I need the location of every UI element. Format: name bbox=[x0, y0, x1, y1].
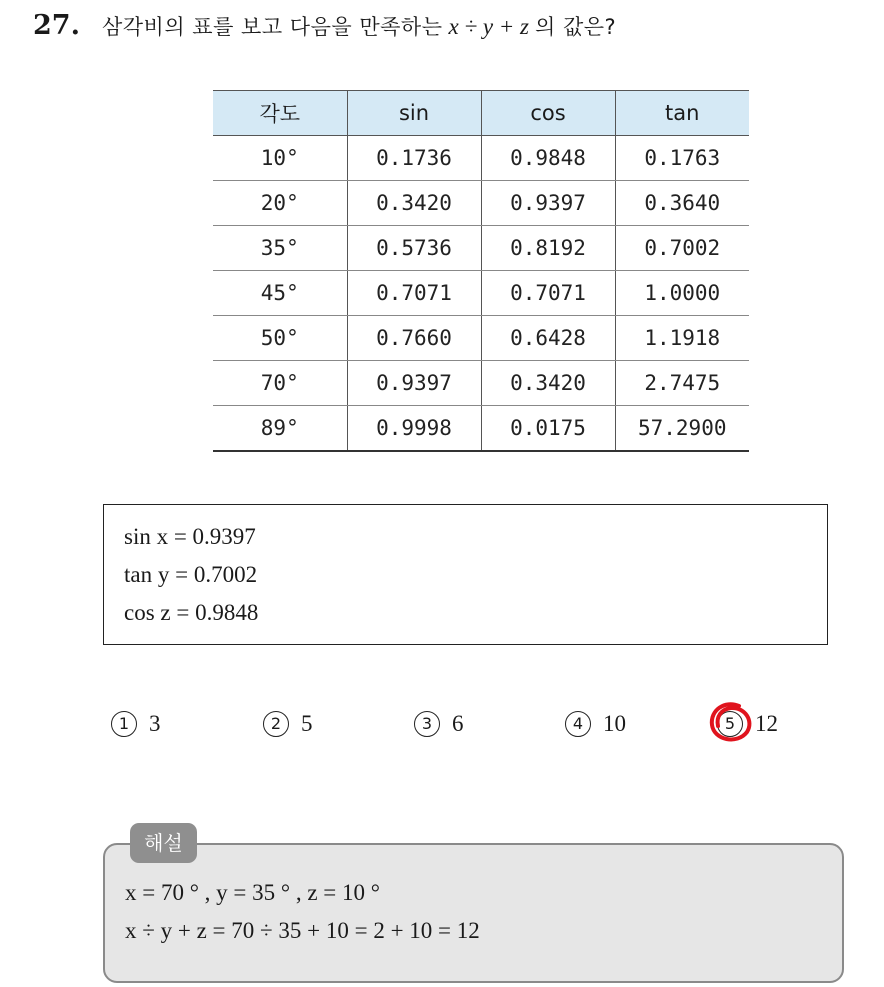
cos-cell: 0.3420 bbox=[481, 361, 615, 406]
cos-cell: 0.9397 bbox=[481, 181, 615, 226]
choice-value-4: 10 bbox=[603, 711, 626, 736]
tan-cell: 0.1763 bbox=[615, 136, 749, 181]
angle-cell: 35° bbox=[213, 226, 347, 271]
table-row bbox=[213, 406, 749, 451]
choice-4[interactable] bbox=[565, 706, 626, 742]
choice-number-5: 5 bbox=[717, 711, 743, 737]
angle-cell: 70° bbox=[213, 361, 347, 406]
angle-cell: 89° bbox=[213, 406, 347, 451]
tan-cell: 57.2900 bbox=[615, 406, 749, 451]
header-cos: cos bbox=[481, 91, 615, 136]
cos-cell: 0.6428 bbox=[481, 316, 615, 361]
condition-sin: sin x = 0.9397 bbox=[124, 524, 256, 549]
choice-3[interactable] bbox=[414, 706, 464, 742]
cos-cell: 0.9848 bbox=[481, 136, 615, 181]
angle-cell: 50° bbox=[213, 316, 347, 361]
sin-cell: 0.7071 bbox=[347, 271, 481, 316]
question-expression: x ÷ y + z bbox=[448, 14, 529, 39]
table-row bbox=[213, 361, 749, 406]
choice-number-3: 3 bbox=[414, 711, 440, 737]
choice-number-4: 4 bbox=[565, 711, 591, 737]
answer-mark-circle bbox=[707, 700, 753, 746]
answer-mark-stroke bbox=[712, 704, 750, 739]
question-text-end: 의 값은? bbox=[535, 15, 617, 39]
solution-box bbox=[103, 843, 844, 983]
choice-2[interactable] bbox=[263, 706, 313, 742]
solution-line-1: x = 70 ° , y = 35 ° , z = 10 ° bbox=[125, 880, 380, 905]
sin-cell: 0.5736 bbox=[347, 226, 481, 271]
trig-ratio-table bbox=[213, 90, 749, 452]
choice-value-2: 5 bbox=[301, 711, 313, 736]
sin-cell: 0.3420 bbox=[347, 181, 481, 226]
cos-cell: 0.7071 bbox=[481, 271, 615, 316]
header-tan: tan bbox=[615, 91, 749, 136]
cos-cell: 0.8192 bbox=[481, 226, 615, 271]
angle-cell: 10° bbox=[213, 136, 347, 181]
table-header-row bbox=[213, 91, 749, 136]
choice-value-3: 6 bbox=[452, 711, 464, 736]
condition-cos: cos z = 0.9848 bbox=[124, 600, 259, 625]
table-row bbox=[213, 136, 749, 181]
angle-cell: 20° bbox=[213, 181, 347, 226]
table-row bbox=[213, 181, 749, 226]
angle-cell: 45° bbox=[213, 271, 347, 316]
choice-value-1: 3 bbox=[149, 711, 161, 736]
choice-value-5: 12 bbox=[755, 711, 778, 736]
solution-line-2: x ÷ y + z = 70 ÷ 35 + 10 = 2 + 10 = 12 bbox=[125, 918, 480, 943]
tan-cell: 0.7002 bbox=[615, 226, 749, 271]
sin-cell: 0.9998 bbox=[347, 406, 481, 451]
header-sin: sin bbox=[347, 91, 481, 136]
tan-cell: 1.0000 bbox=[615, 271, 749, 316]
table-row bbox=[213, 226, 749, 271]
choice-1[interactable] bbox=[111, 706, 161, 742]
question-number: 27. bbox=[33, 10, 80, 41]
solution-label: 해설 bbox=[130, 823, 197, 863]
cos-cell: 0.0175 bbox=[481, 406, 615, 451]
tan-cell: 0.3640 bbox=[615, 181, 749, 226]
question-text: 삼각비의 표를 보고 다음을 만족하는 bbox=[101, 15, 443, 39]
choice-number-1: 1 bbox=[111, 711, 137, 737]
choice-number-2: 2 bbox=[263, 711, 289, 737]
sin-cell: 0.7660 bbox=[347, 316, 481, 361]
conditions-box bbox=[103, 504, 828, 645]
sin-cell: 0.1736 bbox=[347, 136, 481, 181]
question-header bbox=[33, 10, 616, 50]
table-row bbox=[213, 316, 749, 361]
tan-cell: 1.1918 bbox=[615, 316, 749, 361]
tan-cell: 2.7475 bbox=[615, 361, 749, 406]
table-row bbox=[213, 271, 749, 316]
header-angle: 각도 bbox=[213, 91, 347, 136]
condition-tan: tan y = 0.7002 bbox=[124, 562, 258, 587]
sin-cell: 0.9397 bbox=[347, 361, 481, 406]
